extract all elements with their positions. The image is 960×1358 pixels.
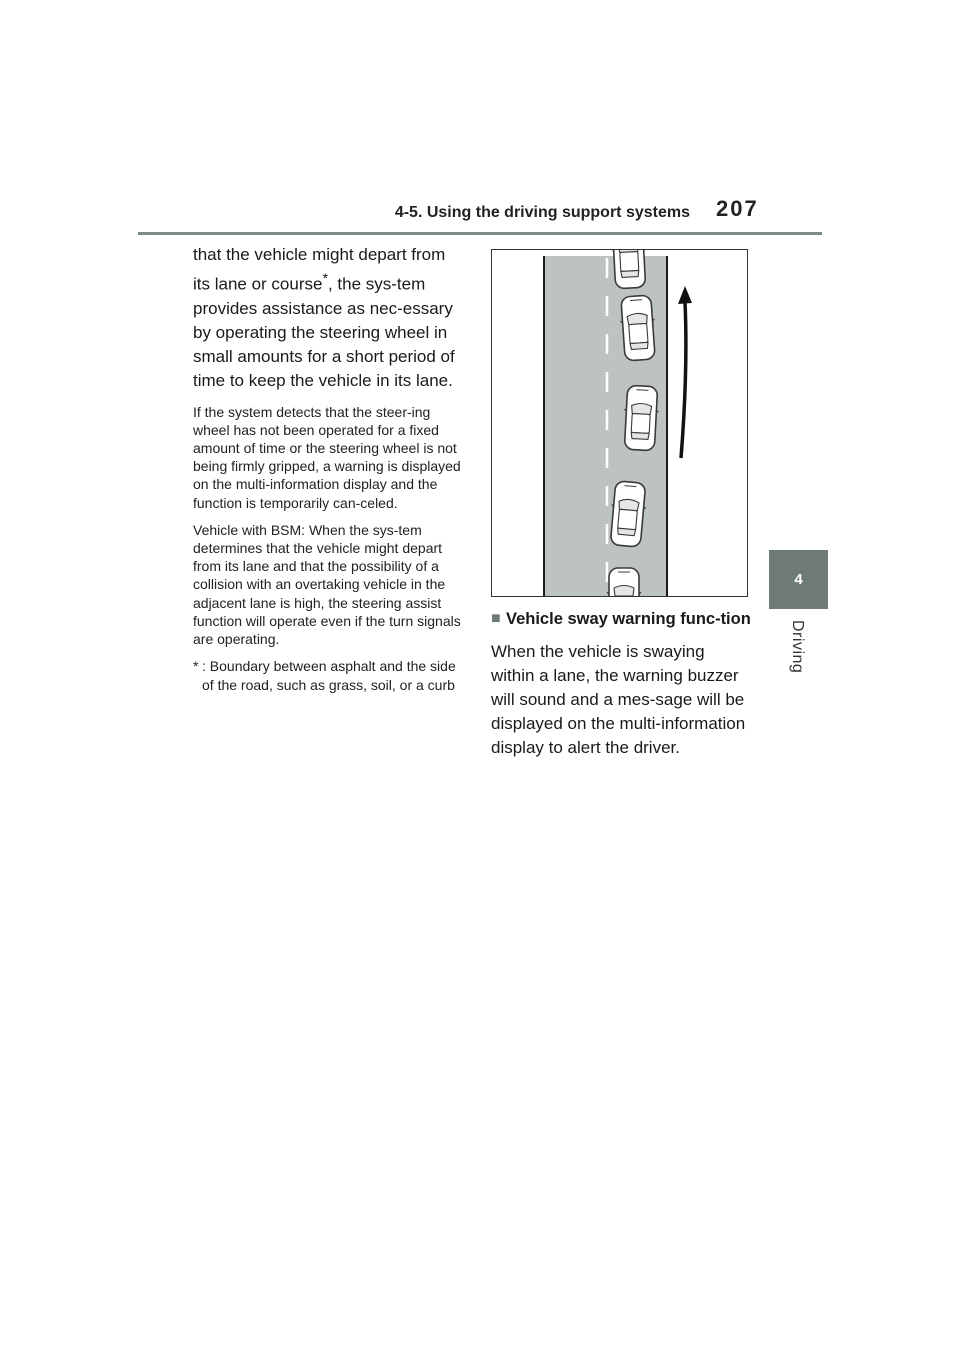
footnote-text: : Boundary between asphalt and the side of the road, such as grass, soil, or a curb <box>202 658 456 693</box>
sway-arrow-line <box>681 302 686 458</box>
section-title: 4-5. Using the driving support systems <box>394 204 690 221</box>
sway-warning-description: When the vehicle is swaying within a lane, the warning buzzer will sound and a mes-sage will be displayed on the multi-information display to alert the driver. <box>491 642 746 757</box>
square-bullet-icon: ■ <box>491 610 501 627</box>
car-icon <box>608 481 647 548</box>
header-divider <box>138 232 822 235</box>
footnote <box>193 657 465 693</box>
intro-text-end: , the sys-tem provides assistance as nec-essary by operating the steering wheel in small amounts for a short period of time to keep the vehicle in its lane. <box>193 274 455 390</box>
car-icon <box>610 250 647 289</box>
chapter-label: Driving <box>789 620 806 674</box>
footnote-reference: * <box>322 271 328 287</box>
intro-text-start: that the vehicle might depart from its lane or course <box>193 245 446 294</box>
footnote-mark: * <box>193 658 199 675</box>
intro-paragraph <box>193 243 465 393</box>
bsm-note: Vehicle with BSM: When the sys-tem determines that the vehicle might depart from its lane and that the possibility of a collision with an overtaking vehicle in the adjacent lane is high, the steering assist function will operate even if the turn signals are operating. <box>193 521 461 648</box>
arrow-head-icon <box>678 286 692 304</box>
sway-warning-title: Vehicle sway warning func-tion <box>506 610 751 628</box>
sway-warning-heading <box>491 608 751 630</box>
page-number: 207 <box>716 196 759 221</box>
right-column <box>491 608 751 770</box>
car-icon <box>622 385 659 451</box>
car-icon <box>607 568 641 597</box>
left-column <box>193 243 465 694</box>
chapter-tab <box>769 550 828 609</box>
car-icon <box>619 295 657 361</box>
chapter-number: 4 <box>794 571 803 588</box>
vehicle-sway-illustration <box>491 249 748 597</box>
steering-warning-note: If the system detects that the steer-ing wheel has not been operated for a fixed amount of time or the steering wheel is not being firmly gripped, a warning is displayed on the multi-information display and the function is temporarily can-celed. <box>193 403 461 511</box>
lane-diagram <box>492 250 748 597</box>
